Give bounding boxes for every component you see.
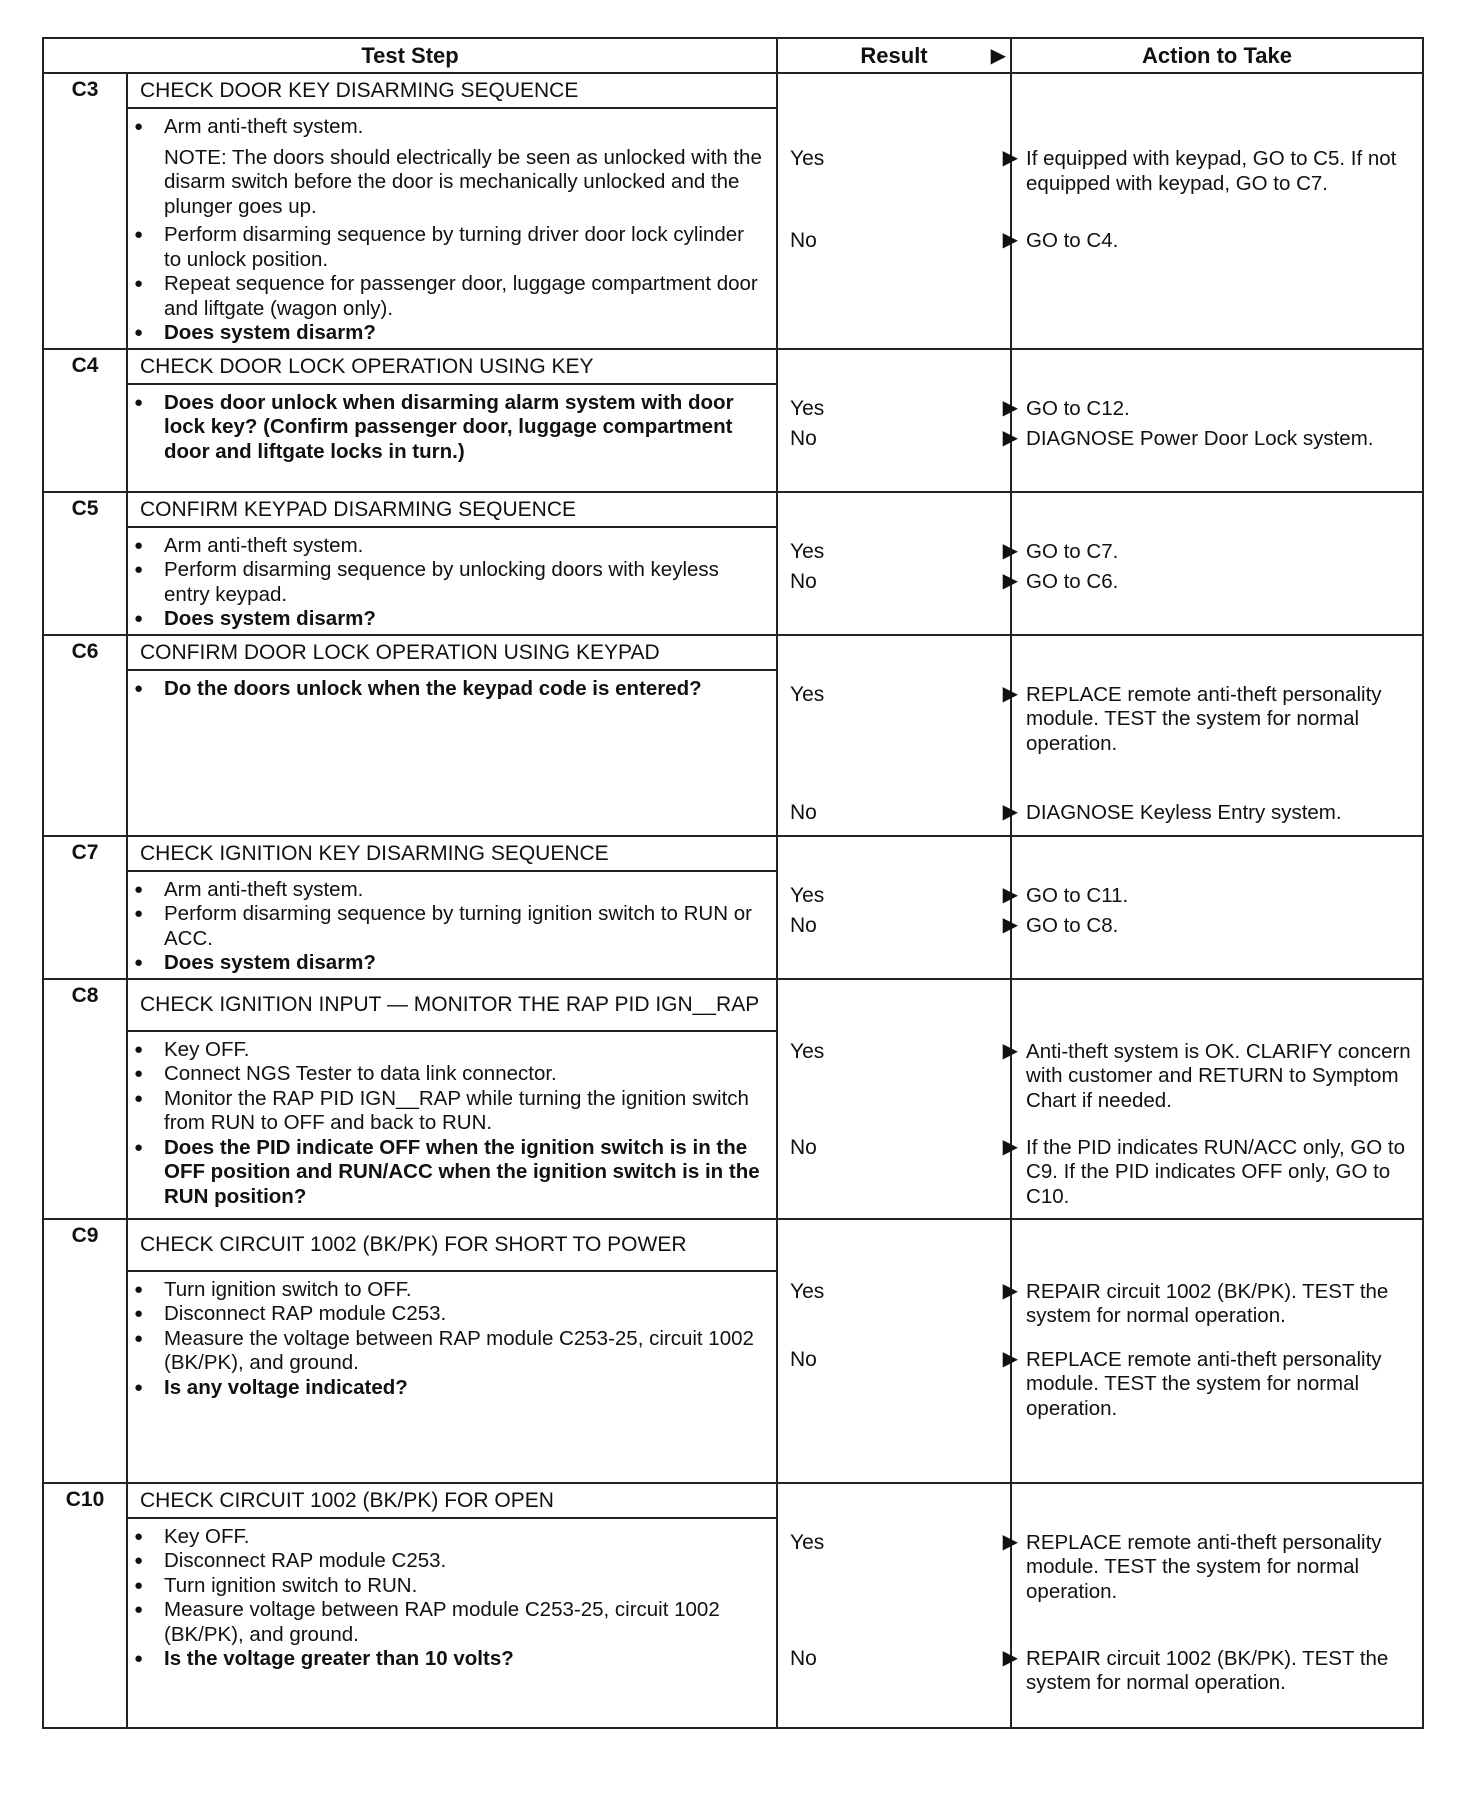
result-value: No (790, 800, 817, 824)
result-value: No (790, 229, 817, 252)
action-text: REPAIR circuit 1002 (BK/PK). TEST the system for normal operation. (1026, 1279, 1389, 1327)
result-value: Yes (790, 1039, 825, 1063)
arrow-icon: ▶ (1002, 569, 1019, 592)
action-cell (1011, 836, 1423, 979)
result-value: No (790, 1646, 817, 1670)
table-header-row (43, 38, 1423, 73)
arrow-icon: ▶ (1002, 396, 1019, 419)
bullet-item: ● Turn ignition switch to OFF. (164, 1278, 766, 1303)
result-value: Yes (790, 1530, 825, 1554)
action-text: REPAIR circuit 1002 (BK/PK). TEST the system for normal operation. (1026, 1646, 1389, 1694)
action-cell (1011, 1219, 1423, 1483)
bullet-item: ● Connect NGS Tester to data link connector. (164, 1062, 766, 1087)
step-body (127, 1031, 777, 1219)
bullet-item: ● Perform disarming sequence by turning driver door lock cylinder to unlock position. (164, 223, 766, 272)
action-text: GO to C6. (1026, 569, 1119, 593)
result-cell (777, 635, 1019, 836)
note-text: NOTE: The doors should electrically be seen as unlocked with the disarm switch before the door is mechanically unlocked and the plunger goes up. (164, 145, 762, 218)
bullet-item: ● Arm anti-theft system. (164, 115, 766, 140)
action-cell (1011, 492, 1423, 635)
table-row (43, 349, 1423, 384)
result-value: Yes (790, 883, 825, 907)
result-value: No (790, 569, 817, 593)
step-title: CHECK DOOR KEY DISARMING SEQUENCE (127, 73, 777, 108)
result-cell (777, 1219, 1019, 1483)
table-row (43, 635, 1423, 670)
table-row (43, 1483, 1423, 1518)
bullet-item: ● Arm anti-theft system. (164, 878, 766, 903)
action-cell (1011, 1483, 1423, 1728)
bullet-item: ● Monitor the RAP PID IGN__RAP while turning the ignition switch from RUN to OFF and back to RUN. (164, 1087, 766, 1136)
header-result-label: Result (860, 42, 928, 68)
bullet-item: ● Do the doors unlock when the keypad code is entered? (164, 677, 766, 702)
action-text: DIAGNOSE Keyless Entry system. (1026, 800, 1342, 824)
result-cell (777, 73, 1019, 349)
bullet-item: ● Perform disarming sequence by unlocking doors with keyless entry keypad. (164, 558, 766, 607)
header-action: Action to Take (1011, 38, 1423, 73)
action-text: GO to C7. (1026, 539, 1119, 563)
table-row (43, 979, 1423, 1031)
action-text: GO to C4. (1026, 229, 1119, 252)
step-title: CHECK IGNITION KEY DISARMING SEQUENCE (127, 836, 777, 871)
step-title: CHECK CIRCUIT 1002 (BK/PK) FOR SHORT TO POWER (127, 1219, 777, 1271)
step-id: C6 (43, 635, 127, 836)
action-text: If equipped with keypad, GO to C5. If not equipped with keypad, GO to C7. (1026, 147, 1397, 195)
result-value: No (790, 426, 817, 450)
arrow-icon: ▶ (1002, 1279, 1019, 1302)
step-body (127, 384, 777, 492)
step-title: CHECK DOOR LOCK OPERATION USING KEY (127, 349, 777, 384)
result-value: No (790, 1347, 817, 1371)
bullet-item: ● Perform disarming sequence by turning ignition switch to RUN or ACC. (164, 902, 766, 951)
arrow-icon: ▶ (1002, 1530, 1019, 1553)
arrow-icon: ▶ (1002, 147, 1019, 169)
step-id: C7 (43, 836, 127, 979)
arrow-icon: ▶ (1002, 229, 1019, 251)
result-value: Yes (790, 396, 825, 420)
step-body (127, 1518, 777, 1728)
step-body (127, 871, 777, 979)
action-text: If the PID indicates RUN/ACC only, GO to C9. If the PID indicates OFF only, GO to C10. (1026, 1135, 1406, 1208)
result-cell (777, 979, 1019, 1219)
bullet-item: ● Does door unlock when disarming alarm system with door lock key? (Confirm passenger door, luggage compartment door and liftgate locks in turn.) (164, 391, 766, 465)
result-cell (777, 1483, 1019, 1728)
step-title: CONFIRM DOOR LOCK OPERATION USING KEYPAD (127, 635, 777, 670)
bullet-item: ● Does system disarm? (164, 321, 766, 346)
step-body (127, 1271, 777, 1483)
action-cell (1011, 73, 1423, 349)
table-row (43, 73, 1423, 108)
step-body (127, 108, 777, 349)
bullet-item: ● Disconnect RAP module C253. (164, 1302, 766, 1327)
bullet-item: ● Disconnect RAP module C253. (164, 1549, 766, 1574)
action-text: REPLACE remote anti-theft personality module. TEST the system for normal operation. (1026, 1347, 1382, 1420)
step-body (127, 670, 777, 836)
bullet-item: ● Turn ignition switch to RUN. (164, 1574, 766, 1599)
arrow-icon: ▶ (1002, 800, 1019, 823)
action-text: Anti-theft system is OK. CLARIFY concern with customer and RETURN to Symptom Chart if needed. (1026, 1039, 1411, 1112)
diagnostic-table (42, 37, 1424, 1729)
bullet-item: ● Arm anti-theft system. (164, 534, 766, 559)
step-id: C9 (43, 1219, 127, 1483)
result-value: Yes (790, 1279, 825, 1303)
arrow-icon: ▶ (990, 45, 1007, 67)
result-cell (777, 492, 1019, 635)
step-title: CHECK CIRCUIT 1002 (BK/PK) FOR OPEN (127, 1483, 777, 1518)
bullet-item: ● Measure the voltage between RAP module C253-25, circuit 1002 (BK/PK), and ground. (164, 1327, 766, 1376)
table-row (43, 492, 1423, 527)
bullet-item: ● Key OFF. (164, 1038, 766, 1063)
header-result (777, 38, 1011, 73)
arrow-icon: ▶ (1002, 426, 1019, 449)
arrow-icon: ▶ (1002, 1039, 1019, 1062)
step-title: CONFIRM KEYPAD DISARMING SEQUENCE (127, 492, 777, 527)
result-value: No (790, 913, 817, 937)
step-id: C3 (43, 73, 127, 349)
step-id: C8 (43, 979, 127, 1219)
arrow-icon: ▶ (1002, 1646, 1019, 1669)
action-text: REPLACE remote anti-theft personality module. TEST the system for normal operation. (1026, 1530, 1382, 1603)
bullet-item: ● Is the voltage greater than 10 volts? (164, 1647, 766, 1672)
action-cell (1011, 979, 1423, 1219)
header-test-step: Test Step (43, 38, 777, 73)
bullet-item: ● Measure voltage between RAP module C253-25, circuit 1002 (BK/PK), and ground. (164, 1598, 766, 1647)
action-text: DIAGNOSE Power Door Lock system. (1026, 426, 1374, 450)
bullet-item: ● Key OFF. (164, 1525, 766, 1550)
diagnostic-table-page (42, 37, 1422, 1729)
action-text: REPLACE remote anti-theft personality module. TEST the system for normal operation. (1026, 682, 1382, 755)
result-value: Yes (790, 147, 825, 170)
step-id: C5 (43, 492, 127, 635)
arrow-icon: ▶ (1002, 883, 1019, 906)
step-id: C10 (43, 1483, 127, 1728)
table-row (43, 1219, 1423, 1271)
result-cell (777, 836, 1019, 979)
bullet-item: ● Repeat sequence for passenger door, luggage compartment door and liftgate (wagon only). (164, 272, 766, 321)
result-value: Yes (790, 682, 825, 706)
arrow-icon: ▶ (1002, 682, 1019, 705)
arrow-icon: ▶ (1002, 913, 1019, 936)
arrow-icon: ▶ (1002, 1135, 1019, 1158)
action-text: GO to C12. (1026, 396, 1130, 420)
action-cell (1011, 349, 1423, 492)
action-text: GO to C8. (1026, 913, 1119, 937)
arrow-icon: ▶ (1002, 539, 1019, 562)
result-value: No (790, 1135, 817, 1159)
bullet-item: ● Does system disarm? (164, 607, 766, 632)
bullet-item: ● Is any voltage indicated? (164, 1376, 766, 1401)
step-body (127, 527, 777, 635)
bullet-item: ● Does the PID indicate OFF when the ignition switch is in the OFF position and RUN/ACC when the ignition switch is in the RUN position? (164, 1136, 766, 1210)
arrow-icon: ▶ (1002, 1347, 1019, 1370)
bullet-item: ● Does system disarm? (164, 951, 766, 976)
step-title: CHECK IGNITION INPUT — MONITOR THE RAP PID IGN__RAP (127, 979, 777, 1031)
table-row (43, 836, 1423, 871)
result-cell (777, 349, 1019, 492)
action-cell (1011, 635, 1423, 836)
action-text: GO to C11. (1026, 883, 1129, 907)
result-value: Yes (790, 539, 825, 563)
step-id: C4 (43, 349, 127, 492)
